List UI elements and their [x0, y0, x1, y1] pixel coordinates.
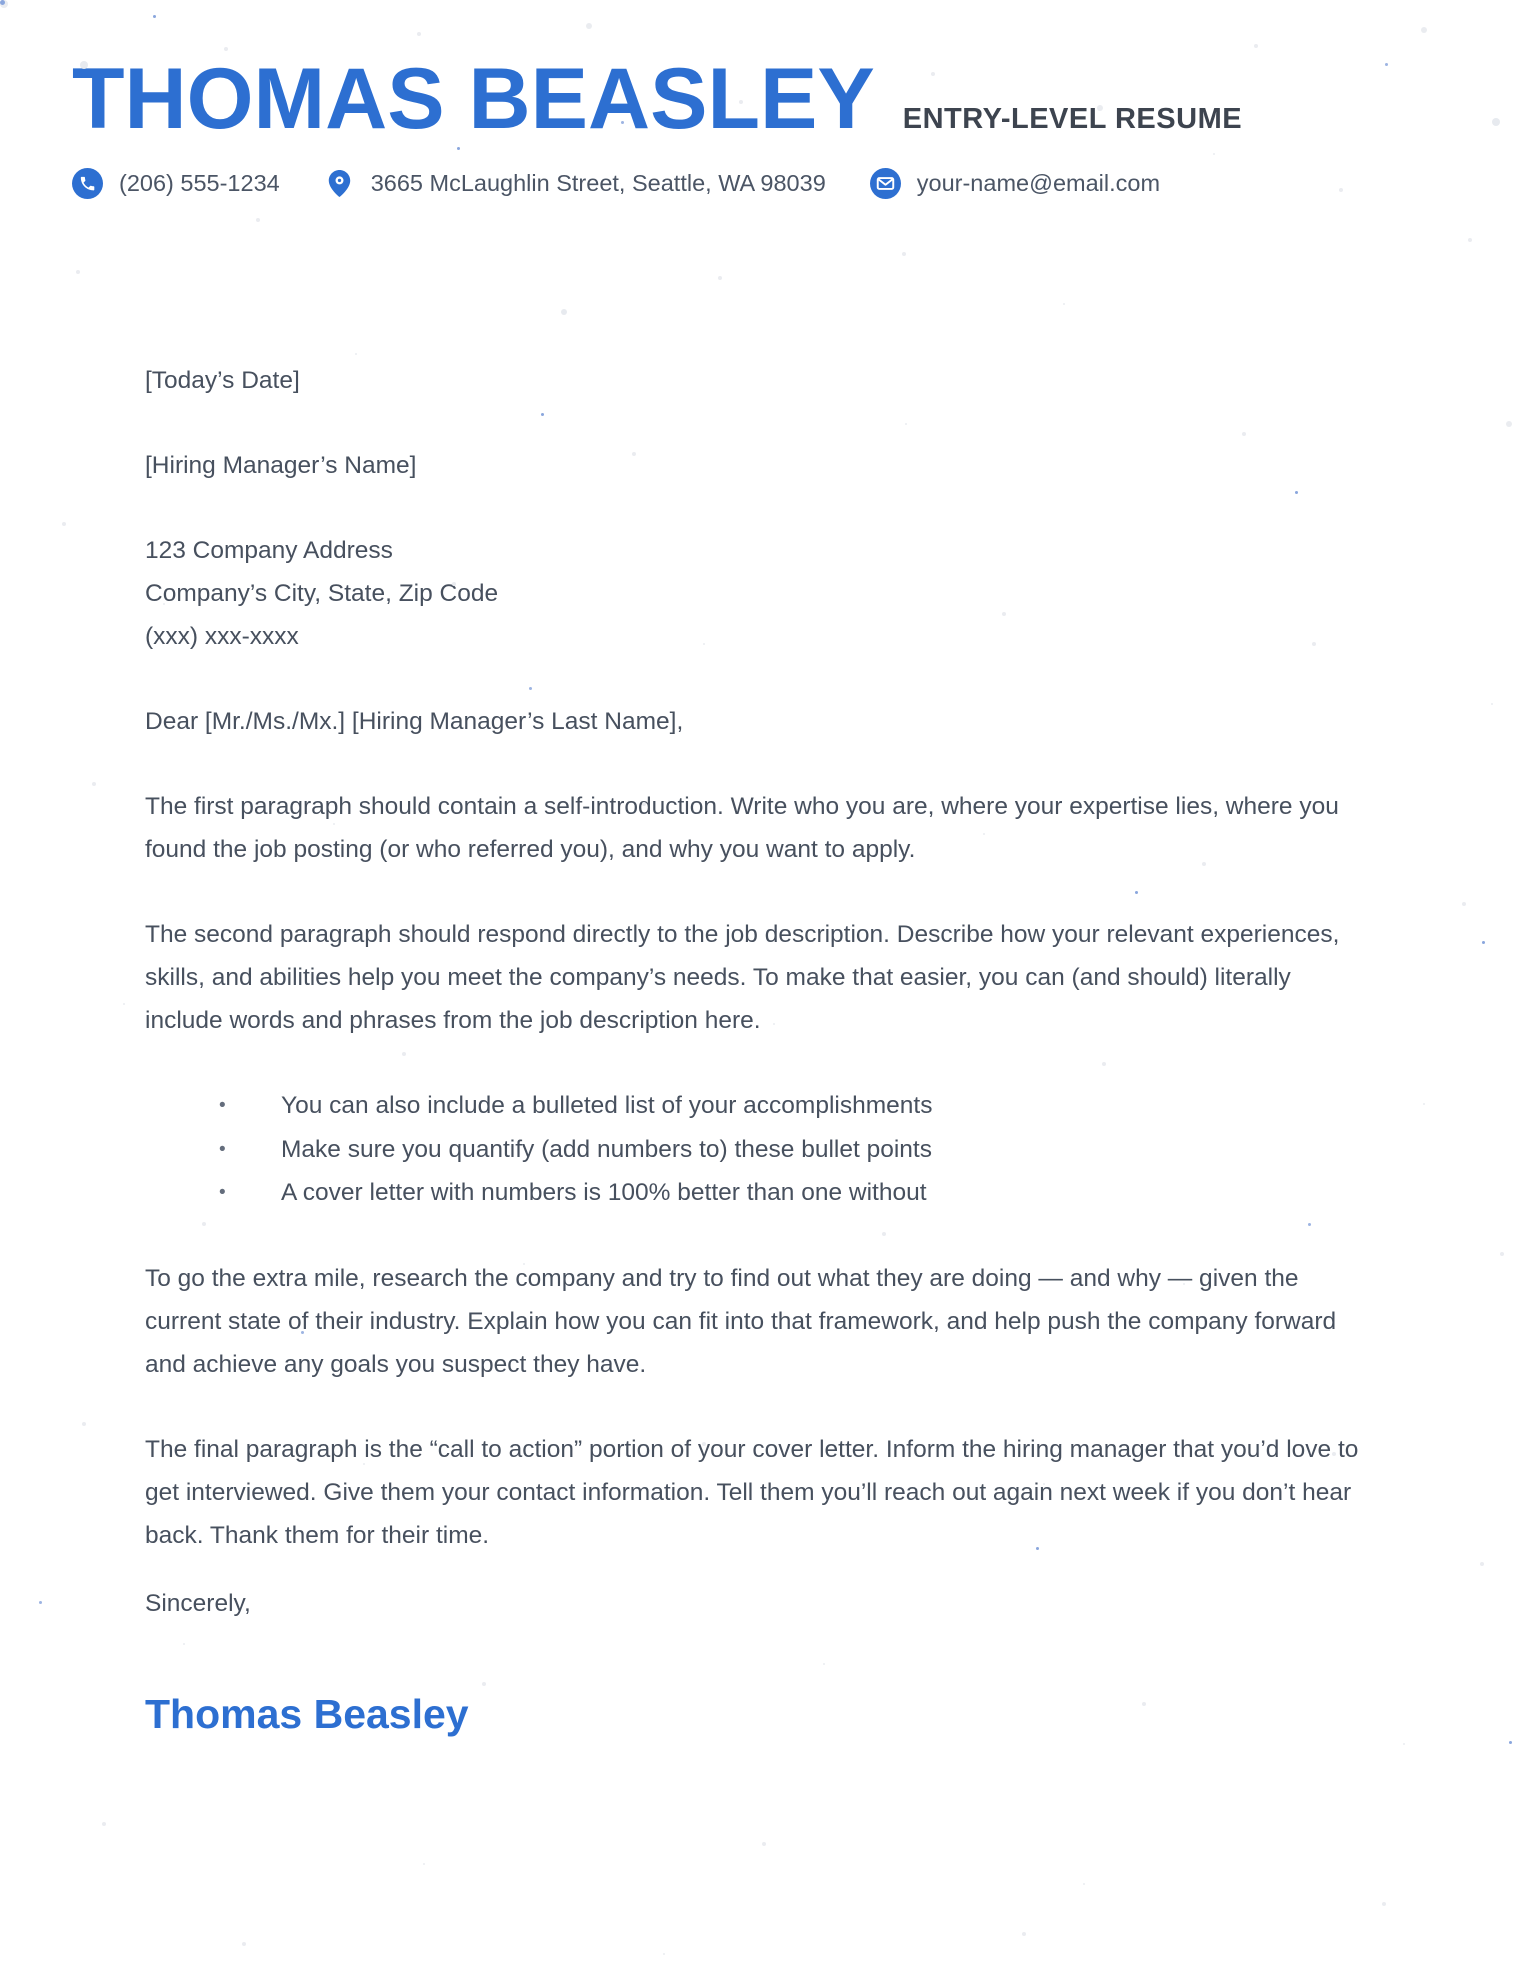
contact-phone	[72, 168, 280, 199]
company-address-line: Company’s City, State, Zip Code	[145, 580, 499, 607]
list-item: • A cover letter with numbers is 100% better than one without	[145, 1171, 1360, 1215]
recipient-placeholder: [Hiring Manager’s Name]	[145, 452, 417, 479]
letter-body	[145, 359, 1360, 1736]
company-address-block	[145, 529, 1360, 658]
location-pin-icon	[324, 168, 355, 199]
company-address-line: (xxx) xxx-xxxx	[145, 623, 299, 650]
closing: Sincerely,	[145, 1589, 251, 1617]
paragraph-extra-mile: To go the extra mile, research the company and try to find out what they are doing — and why — given the current state of their industry. Explain how you can fit into that framework, and help push the company forward and achieve any goals you suspect they have.	[145, 1264, 1337, 1378]
resume-tagline: ENTRY-LEVEL RESUME	[902, 103, 1243, 135]
paragraph-introduction: The first paragraph should contain a self-introduction. Write who you are, where your expertise lies, where you found the job posting (or who referred you), and why you want to apply.	[145, 793, 1339, 863]
title-row	[72, 51, 1480, 147]
letterhead	[0, 0, 1536, 199]
contact-email	[870, 168, 1160, 199]
street-address: 3665 McLaughlin Street, Seattle, WA 98039	[370, 170, 826, 196]
email-icon	[870, 168, 901, 199]
phone-number: (206) 555-1234	[119, 170, 280, 196]
date-placeholder: [Today’s Date]	[145, 367, 300, 394]
phone-icon	[72, 168, 103, 199]
contact-address	[324, 168, 826, 199]
page-title: THOMAS BEASLEY	[72, 51, 875, 147]
email-address: your-name@email.com	[916, 170, 1161, 196]
contact-row	[72, 168, 1480, 199]
paragraph-call-to-action: The final paragraph is the “call to action” portion of your cover letter. Inform the hiring manager that you’d love to get interviewed. Give them your contact information. Tell them you’ll reach out again next week if you don’t hear back. Thank them for their time.	[145, 1435, 1359, 1549]
signature-name: Thomas Beasley	[145, 1690, 469, 1737]
list-item: • You can also include a bulleted list of your accomplishments	[145, 1084, 1360, 1128]
list-item: • Make sure you quantify (add numbers to) these bullet points	[145, 1128, 1360, 1172]
salutation: Dear [Mr./Ms./Mx.] [Hiring Manager’s Last Name],	[145, 708, 684, 735]
company-address-line: 123 Company Address	[145, 537, 393, 564]
paragraph-job-description: The second paragraph should respond directly to the job description. Describe how your relevant experiences, skills, and abilities help you meet the company’s needs. To make that easier, you can (and should) literally include words and phrases from the job description here.	[145, 921, 1340, 1034]
accomplishments-list	[145, 1084, 1360, 1215]
